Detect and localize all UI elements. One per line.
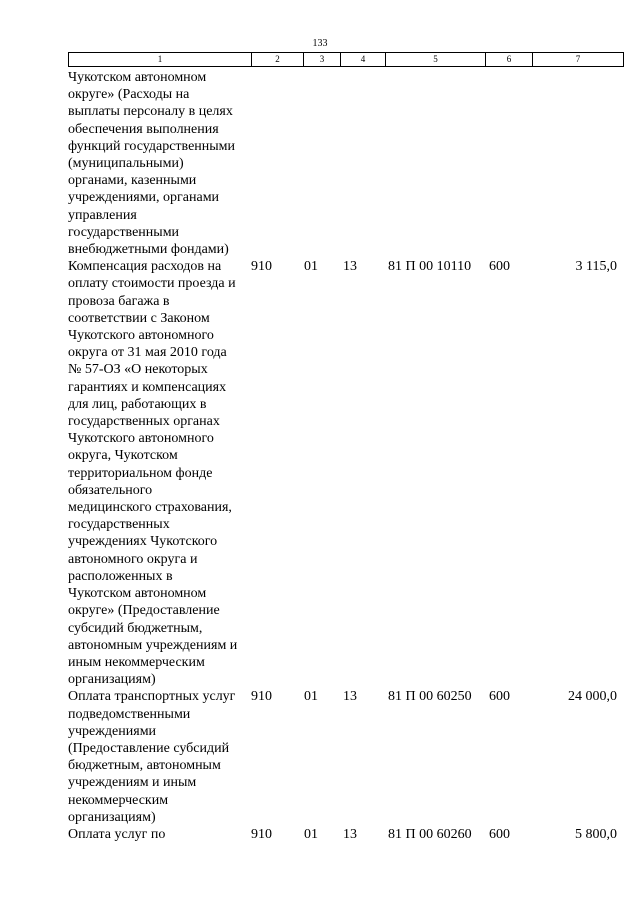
col-5-value: 81 П 00 10110: [388, 259, 472, 275]
table-row: [68, 69, 628, 258]
col-2-value: 910: [251, 689, 272, 705]
column-header-5: 5: [386, 53, 486, 67]
col-6-value: 600: [489, 259, 510, 275]
table-body: [68, 69, 628, 843]
column-header-3: 3: [304, 53, 341, 67]
col-2-value: 910: [251, 259, 272, 275]
col-3-value: 01: [304, 259, 318, 275]
col-7-value: 24 000,0: [568, 689, 617, 705]
row-description: Оплата транспортных услуг подведомственными учреждениями (Предоставление субсидий бюджетным, автономным учреждениям и иным некоммерческим организациям): [68, 689, 236, 825]
col-5-value: 81 П 00 60250: [388, 689, 472, 705]
row-description: Компенсация расходов на оплату стоимости проезда и провоза багажа в соответствии с Законом Чукотского автономного округа от 31 мая 2010 года № 57-ОЗ «О некоторых гарантиях и компенсациях для лиц, работающих в государственных органах Чукотского автономного округа, Чукотском территориальном фонде обязательного медицинского страхования, государственных учреждениях Чукотского автономного округа и расположенных в Чукотском автономном округе» (Предоставление субсидий бюджетным, автономным учреждениям и иным некоммерческим организациям): [68, 259, 238, 688]
row-description: Оплата услуг по: [68, 826, 166, 842]
column-header-6: 6: [486, 53, 533, 67]
col-3-value: 01: [304, 826, 318, 842]
page-number: 133: [312, 38, 328, 49]
row-description: Чукотском автономном округе» (Расходы на выплаты персоналу в целях обеспечения выполнения функций государственными (муниципальными) органами, казенными учреждениями, органами управления государственными внебюджетными фондами): [68, 70, 236, 258]
col-5-value: 81 П 00 60260: [388, 826, 472, 842]
column-header-table: [68, 52, 624, 67]
col-3-value: 01: [304, 689, 318, 705]
col-2-value: 910: [251, 826, 272, 842]
col-6-value: 600: [489, 826, 510, 842]
table-row: [68, 688, 628, 826]
col-7-value: 5 800,0: [575, 826, 617, 842]
col-4-value: 13: [343, 259, 357, 275]
column-header-1: 1: [69, 53, 252, 67]
table-row: [68, 826, 628, 843]
table-row: [68, 258, 628, 688]
col-7-value: 3 115,0: [575, 259, 617, 275]
column-header-7: 7: [533, 53, 624, 67]
col-4-value: 13: [343, 826, 357, 842]
col-6-value: 600: [489, 689, 510, 705]
col-4-value: 13: [343, 689, 357, 705]
column-header-4: 4: [341, 53, 386, 67]
column-header-2: 2: [252, 53, 304, 67]
